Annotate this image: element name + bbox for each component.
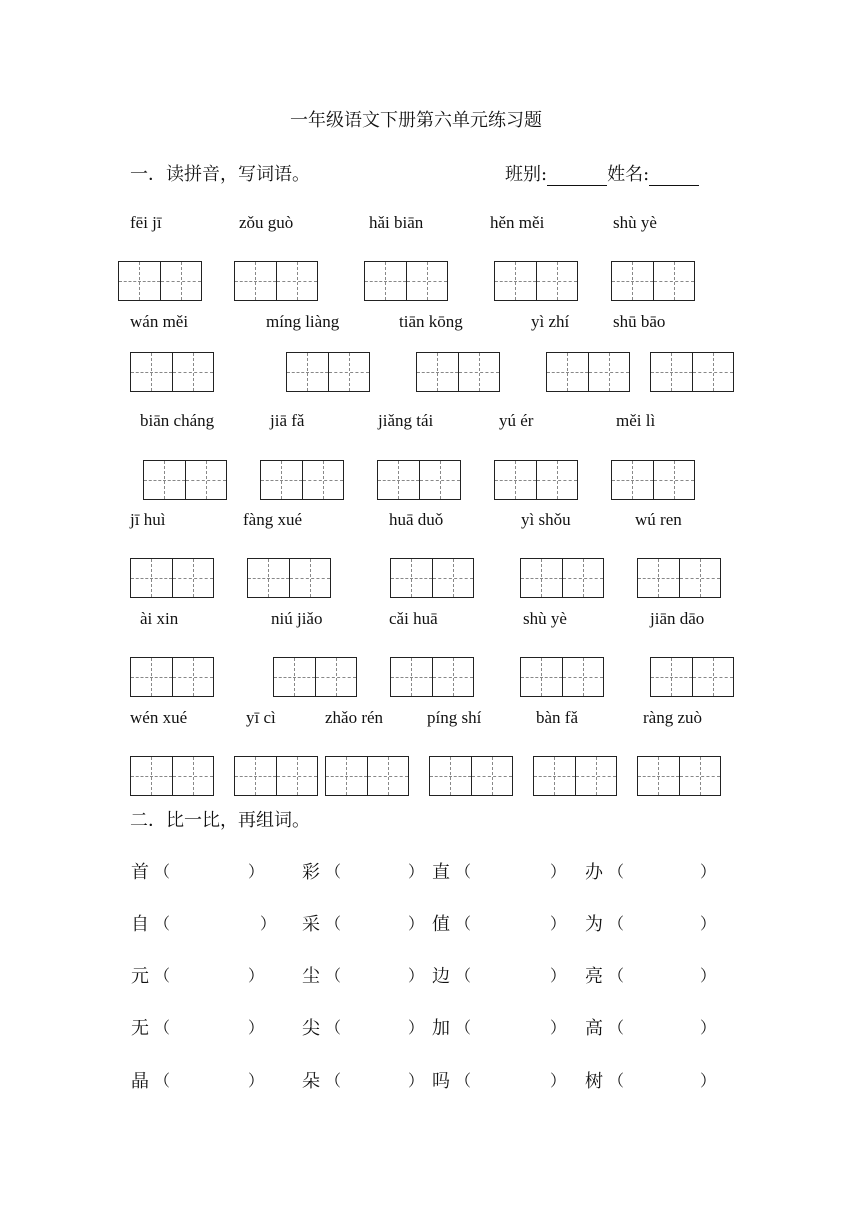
paren-close: ） xyxy=(550,862,567,881)
paren-close: ） xyxy=(408,1071,425,1090)
writing-box[interactable] xyxy=(364,261,448,301)
compare-char: 采 xyxy=(302,914,320,935)
writing-box[interactable] xyxy=(650,352,734,392)
paren-close: ） xyxy=(248,1018,265,1037)
compare-char: 尘 xyxy=(302,966,320,987)
pinyin-label: yú ér xyxy=(499,411,534,430)
paren-close: ） xyxy=(700,914,717,933)
pinyin-label: shū bāo xyxy=(613,312,666,331)
page-title: 一年级语文下册第六单元练习题 xyxy=(290,110,542,131)
compare-char: 边 xyxy=(432,966,450,987)
writing-box[interactable] xyxy=(546,352,630,392)
writing-box[interactable] xyxy=(234,756,318,796)
paren-close: ） xyxy=(248,1071,265,1090)
class-blank[interactable] xyxy=(547,167,607,186)
pinyin-label: ài xin xyxy=(140,609,179,628)
pinyin-label: yì shǒu xyxy=(521,510,571,529)
pinyin-label: píng shí xyxy=(427,708,482,727)
pinyin-label: míng liàng xyxy=(266,312,340,331)
paren-open: （ xyxy=(455,966,472,985)
paren-open: （ xyxy=(325,966,342,985)
name-blank[interactable] xyxy=(649,167,699,186)
compare-char: 值 xyxy=(432,914,450,935)
pinyin-label: ràng zuò xyxy=(643,708,703,727)
pinyin-label: jī huì xyxy=(130,510,166,529)
pinyin-label: yī cì xyxy=(246,708,276,727)
paren-open: （ xyxy=(325,914,342,933)
pinyin-label: jiǎng tái xyxy=(378,411,434,430)
paren-close: ） xyxy=(408,914,425,933)
pinyin-label: hǎi biān xyxy=(369,213,424,232)
writing-box[interactable] xyxy=(390,558,474,598)
compare-char: 朵 xyxy=(302,1071,320,1092)
writing-box[interactable] xyxy=(247,558,331,598)
paren-close: ） xyxy=(550,1071,567,1090)
paren-close: ） xyxy=(700,1071,717,1090)
pinyin-label: wén xué xyxy=(130,708,188,727)
pinyin-label: fàng xué xyxy=(243,510,303,529)
paren-open: （ xyxy=(608,966,625,985)
compare-char: 首 xyxy=(131,862,149,883)
pinyin-label: cǎi huā xyxy=(389,609,438,628)
section-1-heading: 一．读拼音，写词语。 xyxy=(130,164,310,185)
writing-box[interactable] xyxy=(130,657,214,697)
writing-box[interactable] xyxy=(143,460,227,500)
paren-close: ） xyxy=(248,966,265,985)
paren-open: （ xyxy=(455,1018,472,1037)
writing-box[interactable] xyxy=(637,558,721,598)
compare-char: 晶 xyxy=(131,1071,149,1092)
compare-char: 元 xyxy=(131,966,149,987)
paren-close: ） xyxy=(408,966,425,985)
pinyin-label: zhǎo rén xyxy=(325,708,384,727)
paren-open: （ xyxy=(325,1018,342,1037)
writing-box[interactable] xyxy=(494,460,578,500)
compare-char: 无 xyxy=(131,1018,149,1039)
paren-close: ） xyxy=(408,862,425,881)
paren-open: （ xyxy=(608,862,625,881)
writing-box[interactable] xyxy=(286,352,370,392)
paren-open: （ xyxy=(608,1018,625,1037)
writing-box[interactable] xyxy=(520,558,604,598)
paren-close: ） xyxy=(550,1018,567,1037)
pinyin-label: jiān dāo xyxy=(650,609,705,628)
paren-close: ） xyxy=(550,966,567,985)
paren-open: （ xyxy=(154,966,171,985)
paren-close: ） xyxy=(700,1018,717,1037)
paren-close: ） xyxy=(550,914,567,933)
paren-close: ） xyxy=(260,914,277,933)
pinyin-label: hěn měi xyxy=(490,213,545,232)
compare-char: 办 xyxy=(585,862,603,883)
pinyin-label: zǒu guò xyxy=(239,213,294,232)
pinyin-label: huā duǒ xyxy=(389,510,444,529)
pinyin-label: jiā fǎ xyxy=(270,411,305,430)
paren-open: （ xyxy=(154,862,171,881)
writing-box[interactable] xyxy=(130,558,214,598)
paren-close: ） xyxy=(248,862,265,881)
paren-open: （ xyxy=(154,1018,171,1037)
writing-box[interactable] xyxy=(118,261,202,301)
compare-char: 直 xyxy=(432,862,450,883)
pinyin-label: biān cháng xyxy=(140,411,215,430)
paren-open: （ xyxy=(154,914,171,933)
pinyin-label: niú jiǎo xyxy=(271,609,323,628)
writing-box[interactable] xyxy=(260,460,344,500)
pinyin-label: yì zhí xyxy=(531,312,570,331)
writing-box[interactable] xyxy=(533,756,617,796)
name-label: 姓名: xyxy=(607,164,650,185)
compare-char: 树 xyxy=(585,1071,603,1092)
compare-char: 彩 xyxy=(302,862,320,883)
paren-open: （ xyxy=(325,862,342,881)
compare-char: 尖 xyxy=(302,1018,320,1039)
writing-box[interactable] xyxy=(130,352,214,392)
writing-box[interactable] xyxy=(416,352,500,392)
paren-open: （ xyxy=(608,914,625,933)
compare-char: 高 xyxy=(585,1018,603,1039)
section-2-heading: 二．比一比，再组词。 xyxy=(130,810,310,831)
paren-open: （ xyxy=(154,1071,171,1090)
writing-box[interactable] xyxy=(325,756,409,796)
compare-char: 自 xyxy=(131,914,149,935)
writing-box[interactable] xyxy=(520,657,604,697)
writing-box[interactable] xyxy=(429,756,513,796)
pinyin-label: wú ren xyxy=(635,510,682,529)
paren-close: ） xyxy=(700,966,717,985)
compare-char: 为 xyxy=(585,914,603,935)
pinyin-label: shù yè xyxy=(613,213,657,232)
compare-char: 加 xyxy=(432,1018,450,1039)
writing-box[interactable] xyxy=(234,261,318,301)
pinyin-label: wán měi xyxy=(130,312,189,331)
paren-open: （ xyxy=(325,1071,342,1090)
paren-open: （ xyxy=(455,862,472,881)
writing-box[interactable] xyxy=(390,657,474,697)
paren-open: （ xyxy=(608,1071,625,1090)
writing-box[interactable] xyxy=(611,460,695,500)
paren-close: ） xyxy=(408,1018,425,1037)
pinyin-label: bàn fǎ xyxy=(536,708,579,727)
pinyin-label: fēi jī xyxy=(130,213,162,232)
paren-open: （ xyxy=(455,914,472,933)
compare-char: 吗 xyxy=(432,1071,450,1092)
writing-box[interactable] xyxy=(611,261,695,301)
pinyin-label: tiān kōng xyxy=(399,312,463,331)
class-field xyxy=(505,160,699,186)
paren-close: ） xyxy=(700,862,717,881)
pinyin-label: shù yè xyxy=(523,609,567,628)
paren-open: （ xyxy=(455,1071,472,1090)
writing-box[interactable] xyxy=(650,657,734,697)
writing-box[interactable] xyxy=(273,657,357,697)
pinyin-label: měi lì xyxy=(616,411,656,430)
writing-box[interactable] xyxy=(377,460,461,500)
writing-box[interactable] xyxy=(130,756,214,796)
compare-char: 亮 xyxy=(585,966,603,987)
writing-box[interactable] xyxy=(494,261,578,301)
class-label: 班别: xyxy=(505,164,548,185)
writing-box[interactable] xyxy=(637,756,721,796)
